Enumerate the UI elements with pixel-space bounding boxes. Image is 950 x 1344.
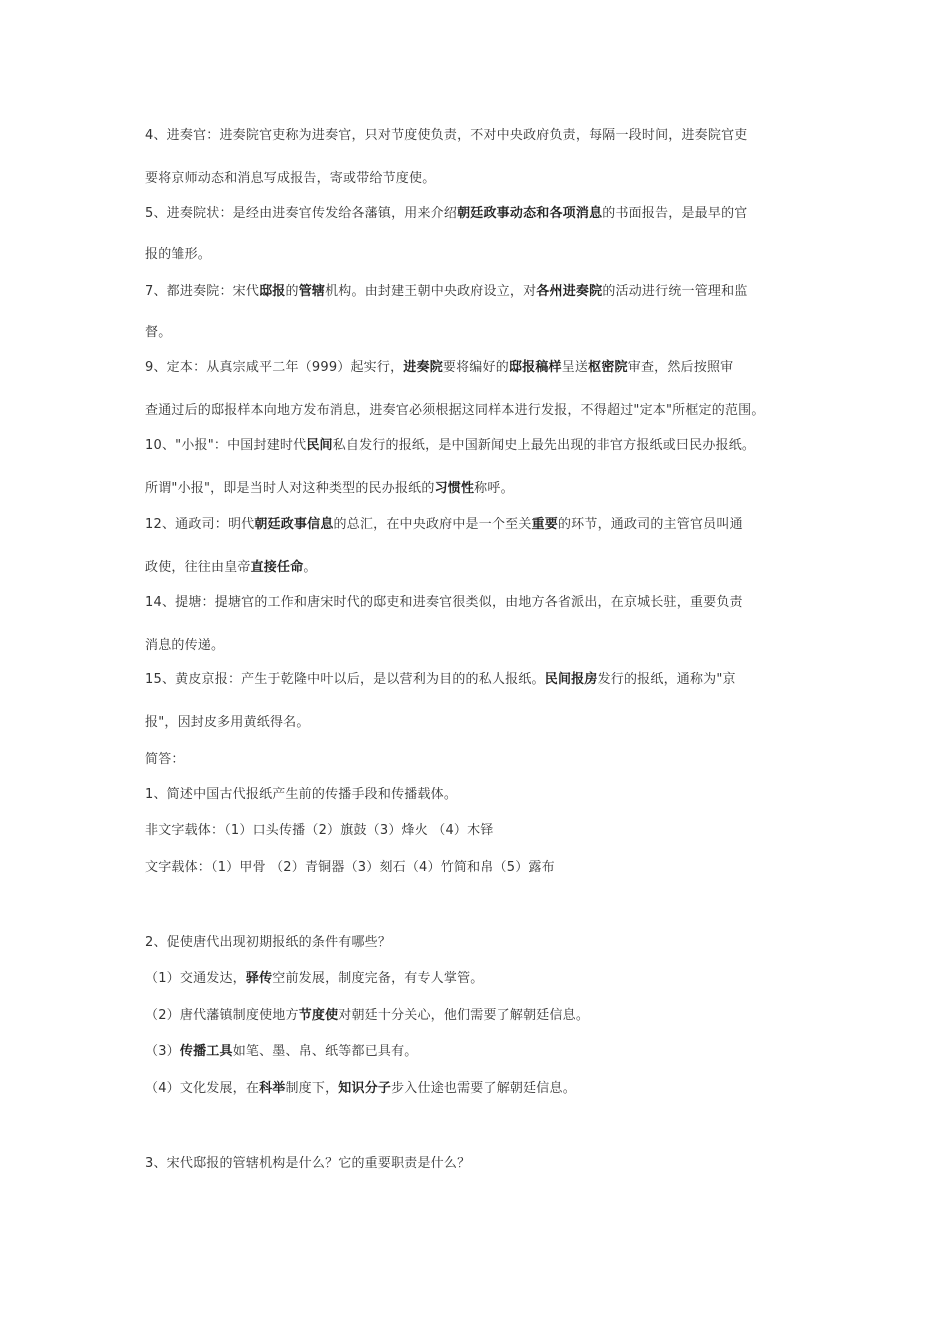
text-line (145, 283, 748, 301)
text-line (145, 480, 514, 498)
text-run: 消息的传递。 (145, 638, 225, 653)
text-run: 的 (285, 284, 299, 299)
bold-term: 驿传 (245, 971, 273, 986)
text-run: 12、通政司：明代 (145, 517, 255, 532)
text-run: 4、进奏官：进奏院官吏称为进奏官，只对节度使负责，不对中央政府负责，每隔一段时间，进奏院官吏 (145, 128, 748, 143)
text-run: 非文字载体：（1）口头传播（2）旗鼓（3）烽火 （4）木铎 (145, 823, 494, 838)
text-run: 发行的报纸，通称为"京 (597, 672, 736, 687)
text-line (145, 516, 743, 534)
text-run: （4）文化发展，在 (145, 1081, 260, 1096)
text-line (145, 1080, 576, 1098)
bold-term: 习惯性 (434, 481, 475, 496)
text-run: 私自发行的报纸，是中国新闻史上最先出现的非官方报纸或曰民办报纸。 (332, 438, 756, 453)
text-line (145, 859, 555, 877)
bold-term: 直接任命 (250, 560, 304, 575)
text-line (145, 1155, 470, 1173)
text-run: 机构。由封建王朝中央政府设立，对 (325, 284, 537, 299)
bold-term: 枢密院 (588, 360, 628, 375)
text-run: 制度下， (285, 1081, 339, 1096)
text-run: 审查，然后按照审 (627, 360, 734, 375)
text-line (145, 170, 435, 188)
text-run: 称呼。 (474, 481, 514, 496)
text-line (145, 637, 224, 655)
text-run: 文字载体：（1）甲骨 （2）青铜器（3）刻石（4）竹简和帛（5）露布 (145, 860, 555, 875)
text-run: 简答： (145, 752, 185, 767)
bold-term: 民间 (306, 438, 333, 453)
bold-term: 传播工具 (179, 1044, 233, 1059)
text-line (145, 751, 185, 769)
bold-term: 管辖 (298, 284, 326, 299)
text-run: 查通过后的邸报样本向地方发布消息，进奏官必须根据这同样本进行发报，不得超过"定本"所框定的范围。 (145, 403, 765, 418)
text-line (145, 714, 310, 732)
text-run: （2）唐代藩镇制度使地方 (145, 1008, 299, 1023)
bold-term: 科举 (259, 1081, 286, 1096)
text-run: 对朝廷十分关心，他们需要了解朝廷信息。 (338, 1008, 590, 1023)
text-run: 的书面报告，是最早的官 (602, 206, 748, 221)
text-run: 政使，往往由皇帝 (145, 560, 251, 575)
text-line (145, 671, 736, 689)
text-run: （3） (145, 1044, 180, 1059)
bold-term: 进奏院 (403, 360, 443, 375)
text-line (145, 822, 494, 840)
text-line (145, 1007, 589, 1025)
text-line (145, 970, 483, 988)
text-run: 15、黄皮京报：产生于乾隆中叶以后，是以营利为目的的私人报纸。 (145, 672, 545, 687)
bold-term: 知识分子 (338, 1081, 392, 1096)
text-run: 呈送 (561, 360, 589, 375)
bold-term: 朝廷政事动态和各项消息 (457, 206, 603, 221)
bold-term: 民间报房 (544, 672, 598, 687)
text-run: 7、都进奏院：宋代 (145, 284, 260, 299)
text-run: 督。 (145, 325, 172, 340)
text-run: 的环节，通政司的主管官员叫通 (557, 517, 743, 532)
bold-term: 朝廷政事信息 (254, 517, 334, 532)
text-run: 14、提塘：提塘官的工作和唐宋时代的邸吏和进奏官很类似，由地方各省派出，在京城长驻，重要负责 (145, 595, 743, 610)
text-run: 如笔、墨、帛、纸等都已具有。 (232, 1044, 418, 1059)
text-run: 空前发展，制度完备，有专人掌管。 (272, 971, 484, 986)
text-line (145, 594, 743, 612)
text-line (145, 934, 391, 952)
text-run: 3、宋代邸报的管辖机构是什么？它的重要职责是什么？ (145, 1156, 471, 1171)
text-run: 报"，因封皮多用黄纸得名。 (145, 715, 310, 730)
text-line (145, 786, 457, 804)
text-run: 报的雏形。 (145, 247, 212, 262)
text-run: 9、定本：从真宗咸平二年（999）起实行， (145, 360, 404, 375)
text-run: 步入仕途也需要了解朝廷信息。 (391, 1081, 576, 1096)
text-line (145, 359, 733, 377)
text-line (145, 205, 747, 223)
text-line (145, 127, 747, 145)
text-line (145, 402, 765, 420)
bold-term: 邸报稿样 (508, 360, 562, 375)
text-run: 。 (303, 560, 317, 575)
bold-term: 邸报 (259, 284, 286, 299)
text-line (145, 246, 211, 264)
text-line (145, 559, 317, 577)
bold-term: 重要 (531, 517, 558, 532)
text-run: 的总汇，在中央政府中是一个至关 (333, 517, 532, 532)
text-run: 所谓"小报"，即是当时人对这种类型的民办报纸的 (145, 481, 435, 496)
bold-term: 各州进奏院 (536, 284, 603, 299)
text-run: 要将编好的 (442, 360, 509, 375)
text-line (145, 1043, 418, 1061)
text-run: （1）交通发达， (145, 971, 246, 986)
bold-term: 节度使 (298, 1008, 339, 1023)
text-run: 的活动进行统一管理和监 (602, 284, 748, 299)
text-run: 5、进奏院状：是经由进奏官传发给各藩镇，用来介绍 (145, 206, 458, 221)
text-run: 1、简述中国古代报纸产生前的传播手段和传播载体。 (145, 787, 458, 802)
text-line (145, 324, 171, 342)
text-line (145, 437, 755, 455)
text-run: 要将京师动态和消息写成报告，寄或带给节度使。 (145, 171, 436, 186)
text-run: 2、促使唐代出现初期报纸的条件有哪些？ (145, 935, 392, 950)
text-run: 10、"小报"：中国封建时代 (145, 438, 307, 453)
